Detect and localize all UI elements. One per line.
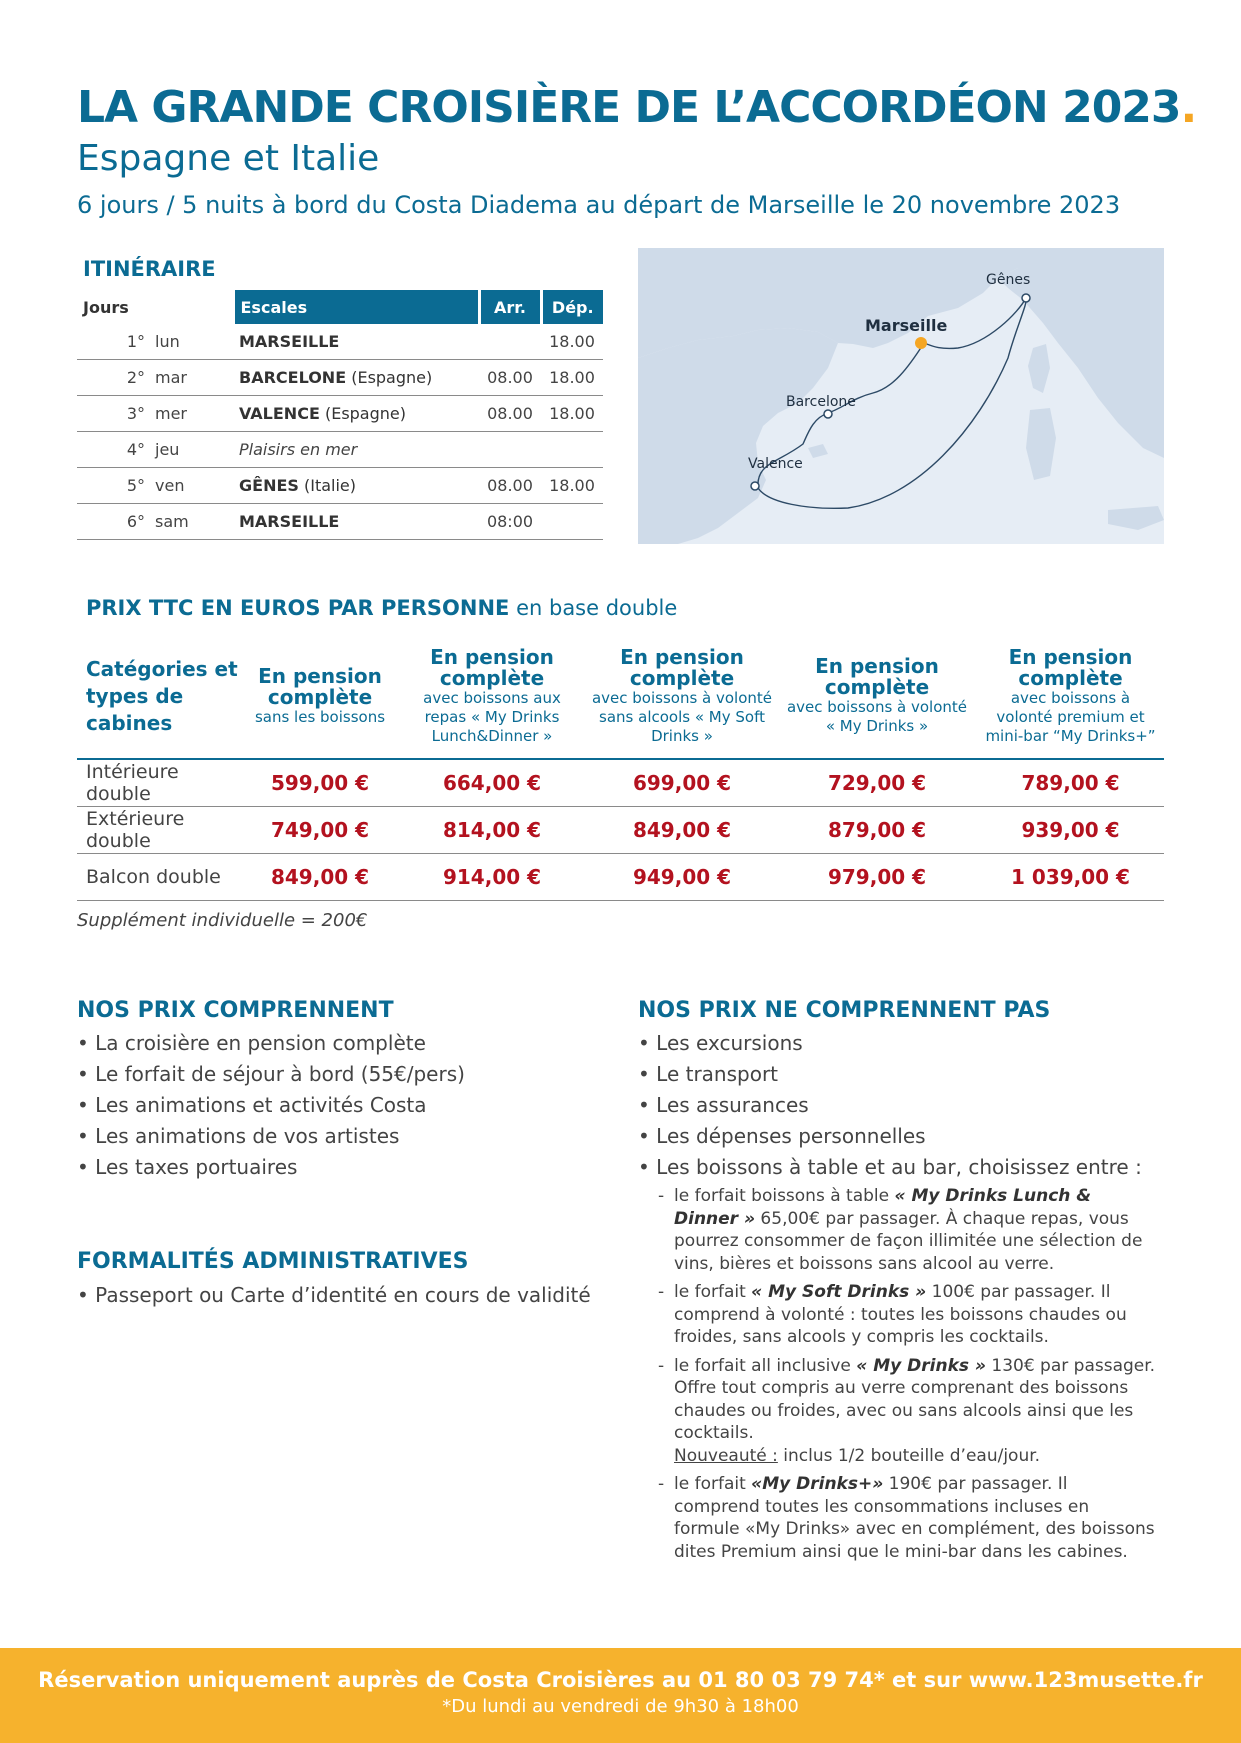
barcelone-port-marker: [824, 410, 832, 418]
pricing-header-row: [77, 640, 1164, 759]
itinerary-row: [77, 504, 603, 540]
map-label-genes: Gênes: [986, 272, 1031, 288]
column-subtitle: avec boissons à volonté « My Drinks »: [786, 698, 968, 735]
list-item: • Les dépenses personnelles: [638, 1121, 1142, 1152]
formalities-list: [77, 1280, 591, 1311]
package-description: 190€ par passager. Il comprend toutes les consommations incluses en formule «My Drinks» avec en complément, des boissons dites Premium ainsi que le mini-bar dans les cabines.: [674, 1474, 1155, 1562]
port-name: GÊNES: [239, 476, 299, 495]
pricing-table: [77, 640, 1164, 901]
page-title-text: LA GRANDE CROISIÈRE DE L’ACCORDÉON 2023: [77, 82, 1181, 133]
pricing-heading: [86, 596, 677, 620]
day-cell: [77, 360, 233, 396]
price-cell: 599,00 €: [243, 759, 397, 807]
day-name: jeu: [155, 440, 180, 459]
single-supplement-note: Supplément individuelle = 200€: [77, 910, 368, 931]
column-title: En pension complète: [430, 644, 554, 690]
drinks-package-item: [658, 1473, 1158, 1563]
package-name: « My Drinks »: [856, 1355, 986, 1376]
pricing-heading-bold: PRIX TTC EN EUROS PAR PERSONNE: [86, 596, 510, 620]
column-subtitle: sans les boissons: [254, 707, 386, 726]
port-name: MARSEILLE: [239, 512, 340, 531]
day-name: mer: [155, 404, 188, 423]
package-intro: le forfait: [674, 1474, 752, 1494]
map-label-valence: Valence: [748, 456, 803, 472]
day-number: 2°: [126, 368, 145, 387]
formalities-heading: FORMALITÉS ADMINISTRATIVES: [77, 1249, 469, 1274]
iberia-land: [638, 328, 838, 544]
drinks-package-list: [658, 1185, 1158, 1569]
price-cell: 1 039,00 €: [977, 854, 1164, 901]
package-description: 100€ par passager. Il comprend à volonté : toutes les boissons chaudes ou froides, sans alcools y compris les cocktails.: [674, 1282, 1127, 1347]
price-cell: 849,00 €: [243, 854, 397, 901]
price-cell: 939,00 €: [977, 807, 1164, 854]
category-header: Catégories et types de cabines: [77, 640, 243, 759]
list-item: • Le forfait de séjour à bord (55€/pers): [77, 1059, 465, 1090]
list-item: • Le transport: [638, 1059, 1142, 1090]
day-number: 5°: [126, 476, 145, 495]
port-name: VALENCE: [239, 404, 320, 423]
new-feature-label: Nouveauté :: [674, 1445, 778, 1466]
day-cell: [77, 468, 233, 504]
price-cell: 699,00 €: [587, 759, 777, 807]
port-cell: [233, 360, 479, 396]
itinerary-row: [77, 468, 603, 504]
port-name: BARCELONE: [239, 368, 347, 387]
col-jours: Jours: [83, 297, 129, 317]
departure-time: 18.00: [541, 360, 603, 396]
column-title: En pension complète: [620, 644, 744, 690]
genes-port-marker: [1022, 294, 1030, 302]
cruise-tagline: 6 jours / 5 nuits à bord du Costa Diadema au départ de Marseille le 20 novembre 2023: [77, 191, 1121, 219]
day-number: 4°: [126, 440, 145, 459]
price-cell: 749,00 €: [243, 807, 397, 854]
arrival-time: [479, 324, 541, 360]
list-item: • Les taxes portuaires: [77, 1152, 465, 1183]
pricing-row: [77, 759, 1164, 807]
arrival-time: 08.00: [479, 360, 541, 396]
price-cell: 949,00 €: [587, 854, 777, 901]
price-cell: 879,00 €: [777, 807, 977, 854]
price-column-header: [397, 640, 587, 759]
map-label-marseille: Marseille: [865, 316, 948, 335]
route-map-svg: [638, 248, 1164, 544]
excludes-heading: NOS PRIX NE COMPRENNENT PAS: [638, 998, 1051, 1023]
drinks-package-item: [658, 1355, 1158, 1468]
column-title: En pension complète: [258, 663, 382, 709]
day-name: sam: [155, 512, 189, 531]
price-column-header: [243, 640, 397, 759]
itinerary-row: [77, 360, 603, 396]
pricing-row: [77, 854, 1164, 901]
price-cell: 814,00 €: [397, 807, 587, 854]
port-name: MARSEILLE: [239, 332, 340, 351]
package-description: 65,00€ par passager. À chaque repas, vous pourrez consommer de façon illimitée une sélection de vins, bières et boissons sans alcool au verre.: [674, 1208, 1143, 1274]
day-name: ven: [155, 476, 185, 495]
port-cell: [233, 396, 479, 432]
column-subtitle: avec boissons aux repas « My Drinks Lunch&Dinner »: [423, 688, 561, 745]
includes-heading: NOS PRIX COMPRENNENT: [77, 998, 394, 1023]
list-item: • Les excursions: [638, 1028, 1142, 1059]
cabin-type: Extérieure double: [77, 807, 243, 854]
price-cell: 979,00 €: [777, 854, 977, 901]
list-item: • Les animations de vos artistes: [77, 1121, 465, 1152]
map-label-barcelone: Barcelone: [786, 394, 856, 410]
port-cell: [233, 468, 479, 504]
pricing-row: [77, 807, 1164, 854]
price-cell: 849,00 €: [587, 807, 777, 854]
itinerary-heading: ITINÉRAIRE: [83, 257, 216, 281]
day-name: lun: [155, 332, 180, 351]
price-column-header: [587, 640, 777, 759]
list-item: • Passeport ou Carte d’identité en cours de validité: [77, 1280, 591, 1311]
port-country: (Espagne): [346, 368, 433, 387]
day-cell: [77, 504, 233, 540]
price-column-header: [977, 640, 1164, 759]
itinerary-row: [77, 396, 603, 432]
list-item: • Les boissons à table et au bar, choisissez entre :: [638, 1152, 1142, 1183]
itinerary-row: [77, 324, 603, 360]
col-depart: Dép.: [541, 290, 603, 324]
itinerary-row: [77, 432, 603, 468]
package-intro: le forfait all inclusive: [674, 1355, 857, 1376]
day-cell: [77, 396, 233, 432]
departure-time: 18.00: [541, 396, 603, 432]
package-name: « My Soft Drinks »: [751, 1282, 927, 1302]
list-item: • Les assurances: [638, 1090, 1142, 1121]
reservation-contact: Réservation uniquement auprès de Costa Croisières au 01 80 03 79 74* et sur www.123musette.fr: [38, 1668, 1203, 1692]
itinerary-header-row: [77, 290, 603, 324]
departure-time: [541, 432, 603, 468]
itinerary-table: [77, 290, 603, 540]
opening-hours-note: *Du lundi au vendredi de 9h30 à 18h00: [442, 1696, 799, 1717]
package-name: «My Drinks+»: [751, 1474, 884, 1494]
price-cell: 664,00 €: [397, 759, 587, 807]
col-escales: Escales: [233, 290, 479, 324]
valence-port-marker: [751, 482, 759, 490]
list-item: • La croisière en pension complète: [77, 1028, 465, 1059]
sea-day-label: Plaisirs en mer: [239, 440, 358, 459]
page-title: [77, 82, 1196, 133]
column-title: En pension complète: [815, 654, 939, 699]
arrival-time: 08:00: [479, 504, 541, 540]
day-number: 1°: [126, 332, 145, 351]
excludes-list: [638, 1028, 1142, 1183]
departure-time: 18.00: [541, 468, 603, 504]
arrival-time: 08.00: [479, 396, 541, 432]
day-cell: [77, 324, 233, 360]
port-cell: [233, 504, 479, 540]
package-description: 130€ par passager. Offre tout compris au verre comprenant des boissons chaudes ou froides, avec ou sans alcools ainsi que les cocktails.: [674, 1355, 1156, 1443]
arrival-time: 08.00: [479, 468, 541, 504]
package-name: « My Drinks Lunch & Dinner »: [674, 1186, 1092, 1229]
day-cell: [77, 432, 233, 468]
price-cell: 789,00 €: [977, 759, 1164, 807]
reservation-footer: [0, 1648, 1241, 1743]
list-item: • Les animations et activités Costa: [77, 1090, 465, 1121]
port-cell: [233, 324, 479, 360]
page-subtitle: Espagne et Italie: [77, 138, 380, 179]
marseille-port-marker: [915, 337, 927, 349]
balearic-island: [808, 444, 828, 458]
port-country: (Espagne): [319, 404, 406, 423]
pricing-heading-note: en base double: [509, 596, 678, 620]
package-intro: le forfait boissons à table: [674, 1186, 895, 1206]
column-subtitle: avec boissons à volonté premium et mini-bar “My Drinks+”: [985, 688, 1156, 745]
day-name: mar: [155, 368, 187, 387]
price-cell: 729,00 €: [777, 759, 977, 807]
package-intro: le forfait: [674, 1282, 752, 1302]
corsica-island: [1028, 344, 1050, 393]
new-feature-text: inclus 1/2 bouteille d’eau/jour.: [777, 1445, 1041, 1466]
includes-list: [77, 1028, 465, 1183]
port-cell: [233, 432, 479, 468]
column-subtitle: avec boissons à volonté sans alcools « My Soft Drinks »: [591, 688, 773, 745]
route-map: [638, 248, 1164, 544]
drinks-package-item: [658, 1281, 1158, 1349]
day-number: 3°: [126, 404, 145, 423]
price-column-header: [777, 640, 977, 759]
arrival-time: [479, 432, 541, 468]
sicily-island: [1108, 506, 1164, 530]
drinks-package-item: [658, 1185, 1158, 1275]
port-country: (Italie): [298, 476, 357, 495]
departure-time: [541, 504, 603, 540]
map-land: [638, 248, 1164, 544]
departure-time: 18.00: [541, 324, 603, 360]
cabin-type: Intérieure double: [77, 759, 243, 807]
column-title: En pension complète: [1008, 644, 1133, 690]
sardinia-island: [1026, 408, 1056, 480]
col-arrivee: Arr.: [479, 290, 541, 324]
cabin-type: Balcon double: [77, 854, 243, 901]
price-cell: 914,00 €: [397, 854, 587, 901]
day-number: 6°: [126, 512, 145, 531]
title-accent-dot: .: [1180, 82, 1197, 133]
